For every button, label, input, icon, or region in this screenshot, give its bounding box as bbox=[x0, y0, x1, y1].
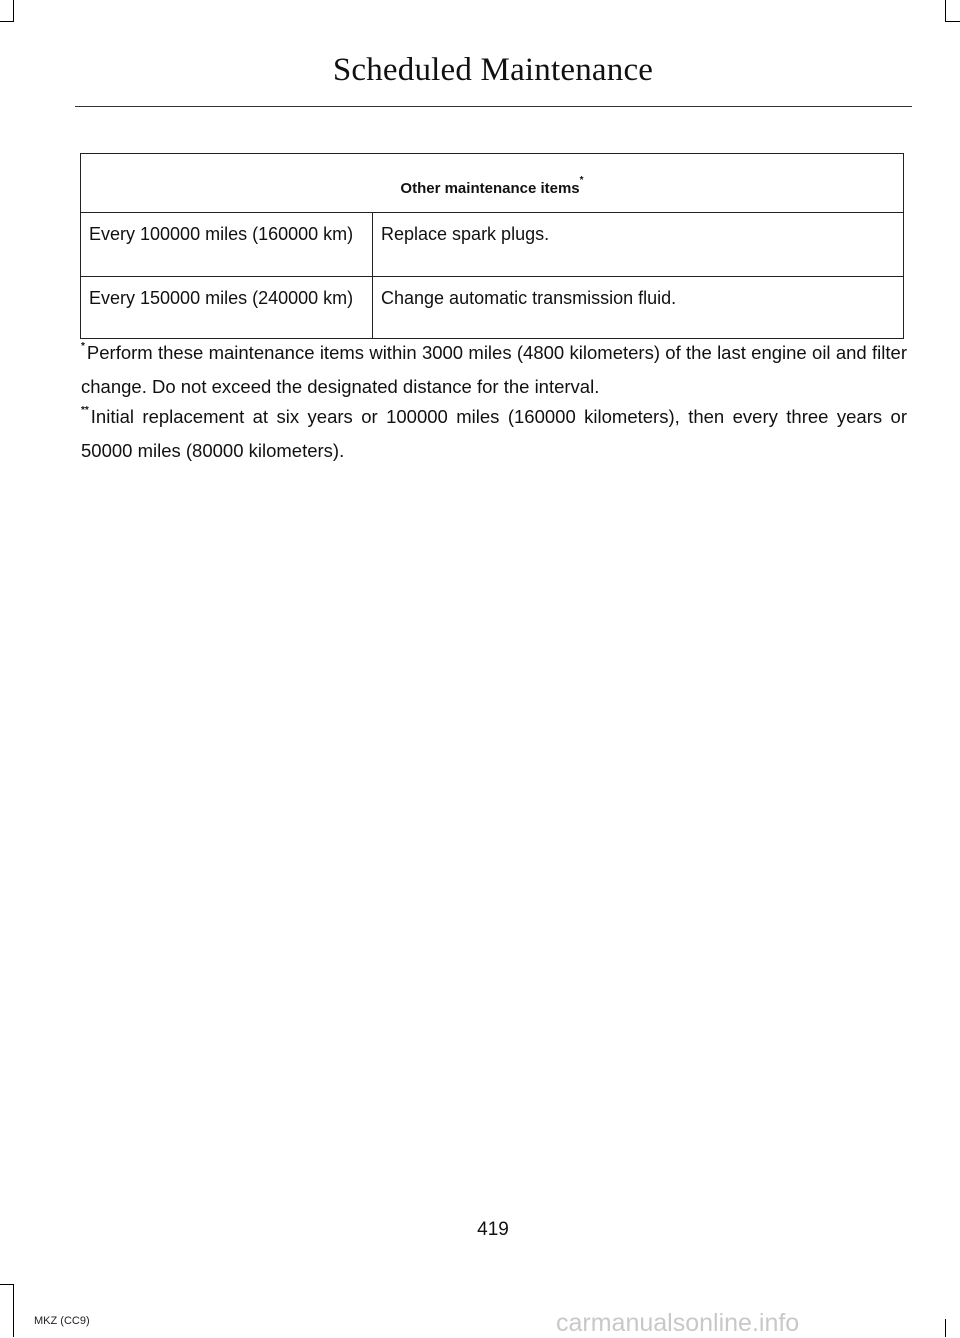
maintenance-table bbox=[80, 153, 904, 339]
table-row bbox=[81, 277, 904, 339]
footnote-text: Perform these maintenance items within 3000 miles (4800 kilometers) of the last engine oil and filter change. Do not exceed the designated distance for the interval. bbox=[81, 342, 907, 397]
crop-mark bbox=[945, 0, 946, 22]
crop-mark bbox=[945, 21, 960, 22]
table-heading bbox=[81, 154, 904, 213]
title-divider bbox=[75, 106, 912, 107]
crop-mark bbox=[0, 1284, 14, 1285]
interval-cell: Every 150000 miles (240000 km) bbox=[81, 277, 373, 339]
interval-cell: Every 100000 miles (160000 km) bbox=[81, 213, 373, 277]
page-title: Scheduled Maintenance bbox=[332, 52, 654, 88]
crop-mark bbox=[13, 0, 14, 22]
footnote bbox=[81, 338, 907, 402]
crop-mark bbox=[13, 1284, 14, 1337]
model-code: MKZ (CC9) bbox=[34, 1315, 90, 1327]
table-header-row bbox=[81, 154, 904, 213]
table-row bbox=[81, 213, 904, 277]
table-heading-text: Other maintenance items bbox=[400, 180, 580, 197]
action-cell: Replace spark plugs. bbox=[373, 213, 904, 277]
action-cell: Change automatic transmission fluid. bbox=[373, 277, 904, 339]
footnote-text: Initial replacement at six years or 100000 miles (160000 kilometers), then every three years or 50000 miles (80000 kilometers). bbox=[81, 406, 907, 461]
footnotes bbox=[81, 338, 907, 466]
footnote-marker: ** bbox=[81, 405, 89, 416]
page-number: 419 bbox=[477, 1219, 509, 1240]
footnote bbox=[81, 402, 907, 466]
footnote-marker: * bbox=[579, 175, 584, 186]
watermark: carmanualsonline.info bbox=[556, 1309, 800, 1337]
crop-mark bbox=[0, 21, 14, 22]
footnote-marker: * bbox=[81, 341, 85, 352]
crop-mark bbox=[945, 1319, 946, 1337]
